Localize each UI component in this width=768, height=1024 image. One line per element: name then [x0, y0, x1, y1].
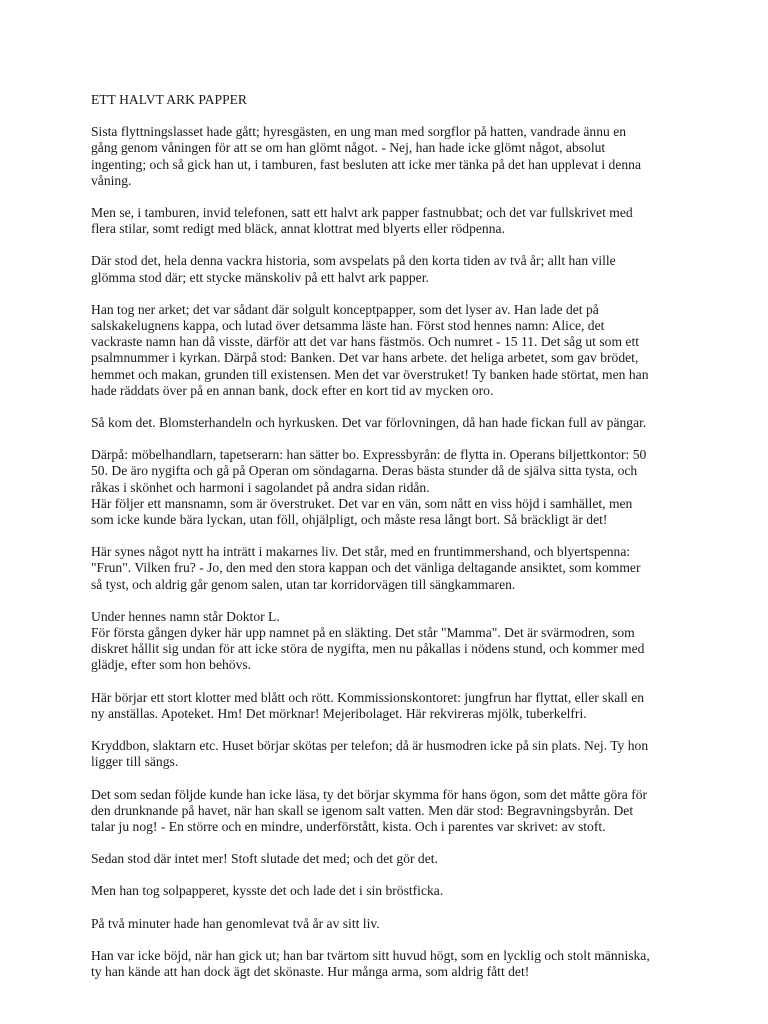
paragraph — [91, 883, 691, 899]
paragraph — [91, 544, 691, 593]
text-line: den drunknande på havet, när han skall se igenom salt vatten. Men där stod: Begravningsbyrån. Det — [91, 802, 634, 818]
text-line: Där stod det, hela denna vackra historia, som avspelats på den korta tiden av två år; allt han ville — [91, 253, 616, 269]
text-line: glömma stod där; ett stycke mänskoliv på ett halvt ark papper. — [91, 269, 429, 285]
paragraph — [91, 948, 691, 980]
text-line: vackraste namn han då visste, därför att det var hans fästmös. Och numret - 15 11. Det såg ut som ett — [91, 334, 640, 350]
paragraph — [91, 916, 691, 932]
text-line: "Frun". Vilken fru? - Jo, den med den stora kappan och det vänliga deltagande ansiktet, som kommer — [91, 560, 641, 576]
text-line: På två minuter hade han genomlevat två år av sitt liv. — [91, 915, 380, 931]
text-line: Det som sedan följde kunde han icke läsa, ty det börjar skymma för hans ögon, som det måtte göra för — [91, 786, 648, 802]
paragraph — [91, 690, 691, 722]
text-line: våning. — [91, 172, 132, 188]
paragraph — [91, 124, 691, 189]
text-line: som icke kunde bära lyckan, utan föll, ohjälpligt, och måste resa långt bort. Så bräckligt är det! — [91, 512, 608, 528]
text-line: talar ju nog! - En större och en mindre, underförstått, kista. Och i parentes var skrivet: av stoft. — [91, 818, 606, 834]
text-line: gång genom våningen för att se om han glömt något. - Nej, han hade icke glömt något, absolut — [91, 140, 606, 156]
text-line: ty han kände att han dock ägt det skönaste. Hur många arma, som aldrig fått det! — [91, 963, 530, 979]
text-line: hade räddats över på en annan bank, dock efter en kort tid av mycken oro. — [91, 382, 494, 398]
paragraph — [91, 447, 691, 528]
text-line: Men se, i tamburen, invid telefonen, satt ett halvt ark papper fastnubbat; och det var fullskrivet med — [91, 205, 633, 221]
text-line: så tyst, och aldrig går genom salen, utan tar korridorvägen till sängkammaren. — [91, 576, 516, 592]
text-line: ny anställas. Apoteket. Hm! Det mörknar! Mejeribolaget. Här rekvireras mjölk, tuberkelfri. — [91, 705, 587, 721]
paragraph — [91, 253, 691, 285]
text-line: råkas i skönhet och harmoni i sagolandet på andra sidan ridån. — [91, 479, 430, 495]
text-line: ingenting; och så gick han ut, i tamburen, fast besluten att icke mer tänka på det han upplevat i denna — [91, 156, 641, 172]
text-line: diskret hållit sig undan för att icke störa de nygifta, men nu påkallas i nödens stund, och kommer med — [91, 641, 645, 657]
text-line: 50. De äro nygifta och gå på Operan om söndagarna. Deras bästa stunder då de själva sitta tysta, och — [91, 463, 638, 479]
text-line: Kryddbon, slaktarn etc. Huset börjar skötas per telefon; då är husmodren icke på sin plats. Nej. Ty hon — [91, 738, 649, 754]
paragraph-list — [91, 124, 691, 980]
text-line: Sedan stod där intet mer! Stoft slutade det med; och det gör det. — [91, 851, 438, 867]
text-line: flera stilar, somt redigt med bläck, annat klottrat med blyerts eller rödpenna. — [91, 221, 505, 237]
text-line: Så kom det. Blomsterhandeln och hyrkusken. Det var förlovningen, då han hade fickan full av pängar. — [91, 415, 647, 431]
text-line: Han var icke böjd, när han gick ut; han bar tvärtom sitt huvud högt, som en lycklig och stolt människa, — [91, 947, 650, 963]
text-line: ligger till sängs. — [91, 754, 179, 770]
text-line: Här börjar ett stort klotter med blått och rött. Kommissionskontoret: jungfrun har flyttat, eller skall en — [91, 689, 645, 705]
text-line: Sista flyttningslasset hade gått; hyresgästen, en ung man med sorgflor på hatten, vandrade ännu en — [91, 124, 627, 140]
text-line: Under hennes namn står Doktor L. — [91, 608, 280, 624]
text-line: salskakelugnens kappa, och lutad över detsamma läste han. Först stod hennes namn: Alice, det — [91, 318, 605, 334]
paragraph — [91, 851, 691, 867]
document-body — [91, 92, 691, 996]
text-line: Här följer ett mansnamn, som är överstruket. Det var en vän, som nått en viss höjd i samhället, men — [91, 495, 633, 511]
paragraph — [91, 609, 691, 674]
text-line: Han tog ner arket; det var sådant där solgult konceptpapper, som det lyser av. Han lade det på — [91, 301, 599, 317]
paragraph — [91, 787, 691, 836]
text-line: psalmnummer i kyrkan. Därpå stod: Banken. Det var hans arbete. det heliga arbetet, som gav brödet, — [91, 350, 639, 366]
text-line: För första gången dyker här upp namnet på en släkting. Det står "Mamma". Det är svärmodren, som — [91, 625, 635, 641]
text-line: Därpå: möbelhandlarn, tapetserarn: han sätter bo. Expressbyrån: de flytta in. Operans biljettkontor: 50 — [91, 447, 647, 463]
paragraph — [91, 415, 691, 431]
text-line: Här synes något nytt ha inträtt i makarnes liv. Det står, med en fruntimmershand, och blyertspenna: — [91, 544, 631, 560]
paragraph — [91, 205, 691, 237]
text-line: hemmet och makan, grunden till existensen. Men det var överstruket! Ty banken hade störtat, men han — [91, 366, 649, 382]
paragraph — [91, 738, 691, 770]
text-line: Men han tog solpapperet, kysste det och lade det i sin bröstficka. — [91, 883, 444, 899]
text-line: glädje, efter som hon behövs. — [91, 657, 252, 673]
paragraph — [91, 302, 691, 399]
document-title: ETT HALVT ARK PAPPER — [91, 92, 247, 107]
